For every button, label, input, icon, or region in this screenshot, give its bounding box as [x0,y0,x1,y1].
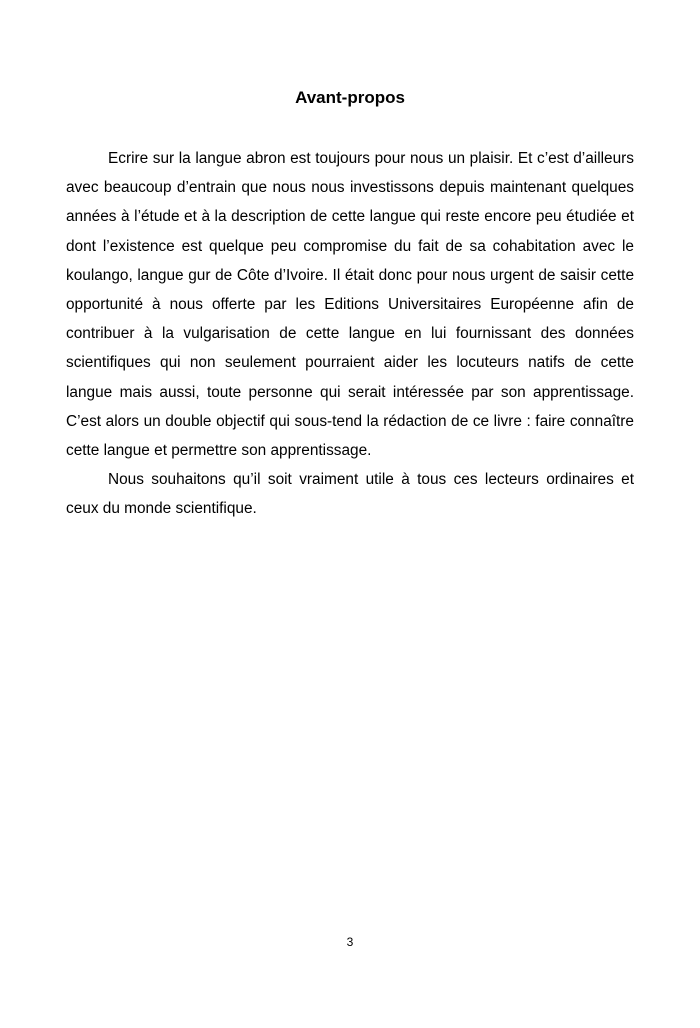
body-text [66,144,634,524]
page-title: Avant-propos [295,88,405,107]
paragraph-intro: Ecrire sur la langue abron est toujours pour nous un plaisir. Et c’est d’ailleurs avec beaucoup d’entrain que nous nous investissons depuis maintenant quelques années à l’étude et à la description de cette langue qui reste encore peu étudiée et dont l’existence est quelque peu compromise du fait de sa cohabitation avec le koulango, langue gur de Côte d’Ivoire. Il était donc pour nous urgent de saisir cette opportunité à nous offerte par les Editions Universitaires Européenne afin de contribuer à la vulgarisation de cette langue en lui fournissant des données scientifiques qui non seulement pourraient aider les locuteurs natifs de cette langue mais aussi, toute personne qui serait intéressée par son apprentissage. C’est alors un double objectif qui sous-tend la rédaction de ce livre : faire connaître cette langue et permettre son apprentissage. [66,150,634,460]
page-number: 3 [346,935,354,949]
paragraph-closing: Nous souhaitons qu’il soit vraiment utile à tous ces lecteurs ordinaires et ceux du monde scientifique. [66,471,634,518]
